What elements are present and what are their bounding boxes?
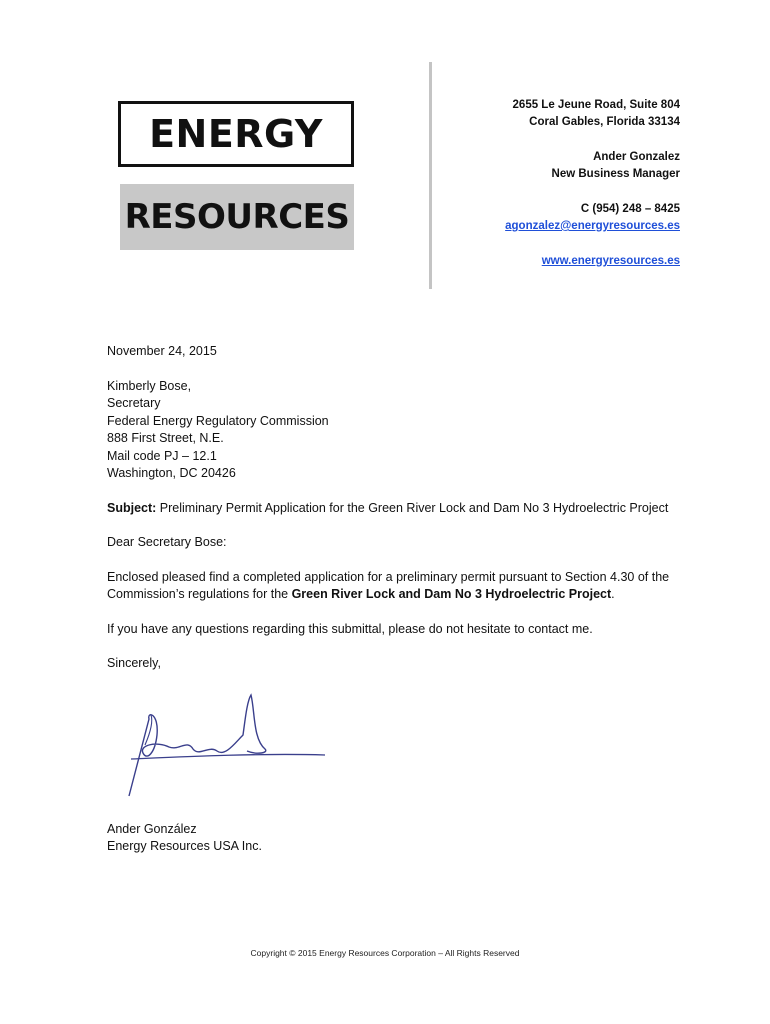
logo-resources-text: RESOURCES [124, 197, 350, 237]
logo-energy-text: ENERGY [149, 112, 323, 156]
logo-resources [120, 184, 354, 250]
recipient-line: Mail code PJ – 12.1 [107, 448, 217, 463]
project-name: Green River Lock and Dam No 3 Hydroelectric Project [291, 587, 612, 601]
signer-name: Ander González [107, 821, 197, 836]
recipient-address [107, 378, 687, 483]
address-line-2: Coral Gables, Florida 33134 [529, 116, 680, 128]
recipient-line: 888 First Street, N.E. [107, 431, 224, 445]
website-link[interactable]: www.energyresources.es [541, 255, 680, 267]
copyright-footer: Copyright © 2015 Energy Resources Corporation – All Rights Reserved [250, 948, 520, 958]
contact-name: Ander Gonzalez [593, 151, 680, 163]
subject-line [107, 500, 687, 518]
recipient-line: Kimberly Bose, [107, 378, 192, 393]
email-link[interactable]: agonzalez@energyresources.es [505, 220, 680, 232]
paragraph-1-end: . [611, 587, 615, 601]
subject-text: Preliminary Permit Application for the Green River Lock and Dam No 3 Hydroelectric Project [156, 500, 669, 515]
salutation: Dear Secretary Bose: [107, 535, 227, 549]
closing: Sincerely, [107, 656, 161, 670]
paragraph-1-text: Enclosed pleased find a completed application for a preliminary permit pursuant to Section 4.30 of the Commission’s regulations for the [107, 569, 670, 601]
logo-energy [118, 101, 354, 167]
recipient-line: Secretary [107, 396, 161, 410]
subject-label: Subject: [107, 500, 157, 515]
contact-block [420, 97, 680, 270]
recipient-line: Federal Energy Regulatory Commission [107, 413, 329, 428]
contact-title: New Business Manager [551, 168, 680, 180]
paragraph-1 [107, 569, 687, 604]
letter-body [107, 343, 687, 856]
recipient-line: Washington, DC 20426 [107, 466, 236, 480]
address-line-1: 2655 Le Jeune Road, Suite 804 [512, 99, 680, 111]
paragraph-2: If you have any questions regarding this submittal, please do not hesitate to contact me. [107, 621, 593, 636]
signature-image [117, 691, 327, 801]
signer-company: Energy Resources USA Inc. [107, 839, 262, 853]
letter-date: November 24, 2015 [107, 344, 217, 358]
contact-phone: C (954) 248 – 8425 [580, 203, 680, 215]
